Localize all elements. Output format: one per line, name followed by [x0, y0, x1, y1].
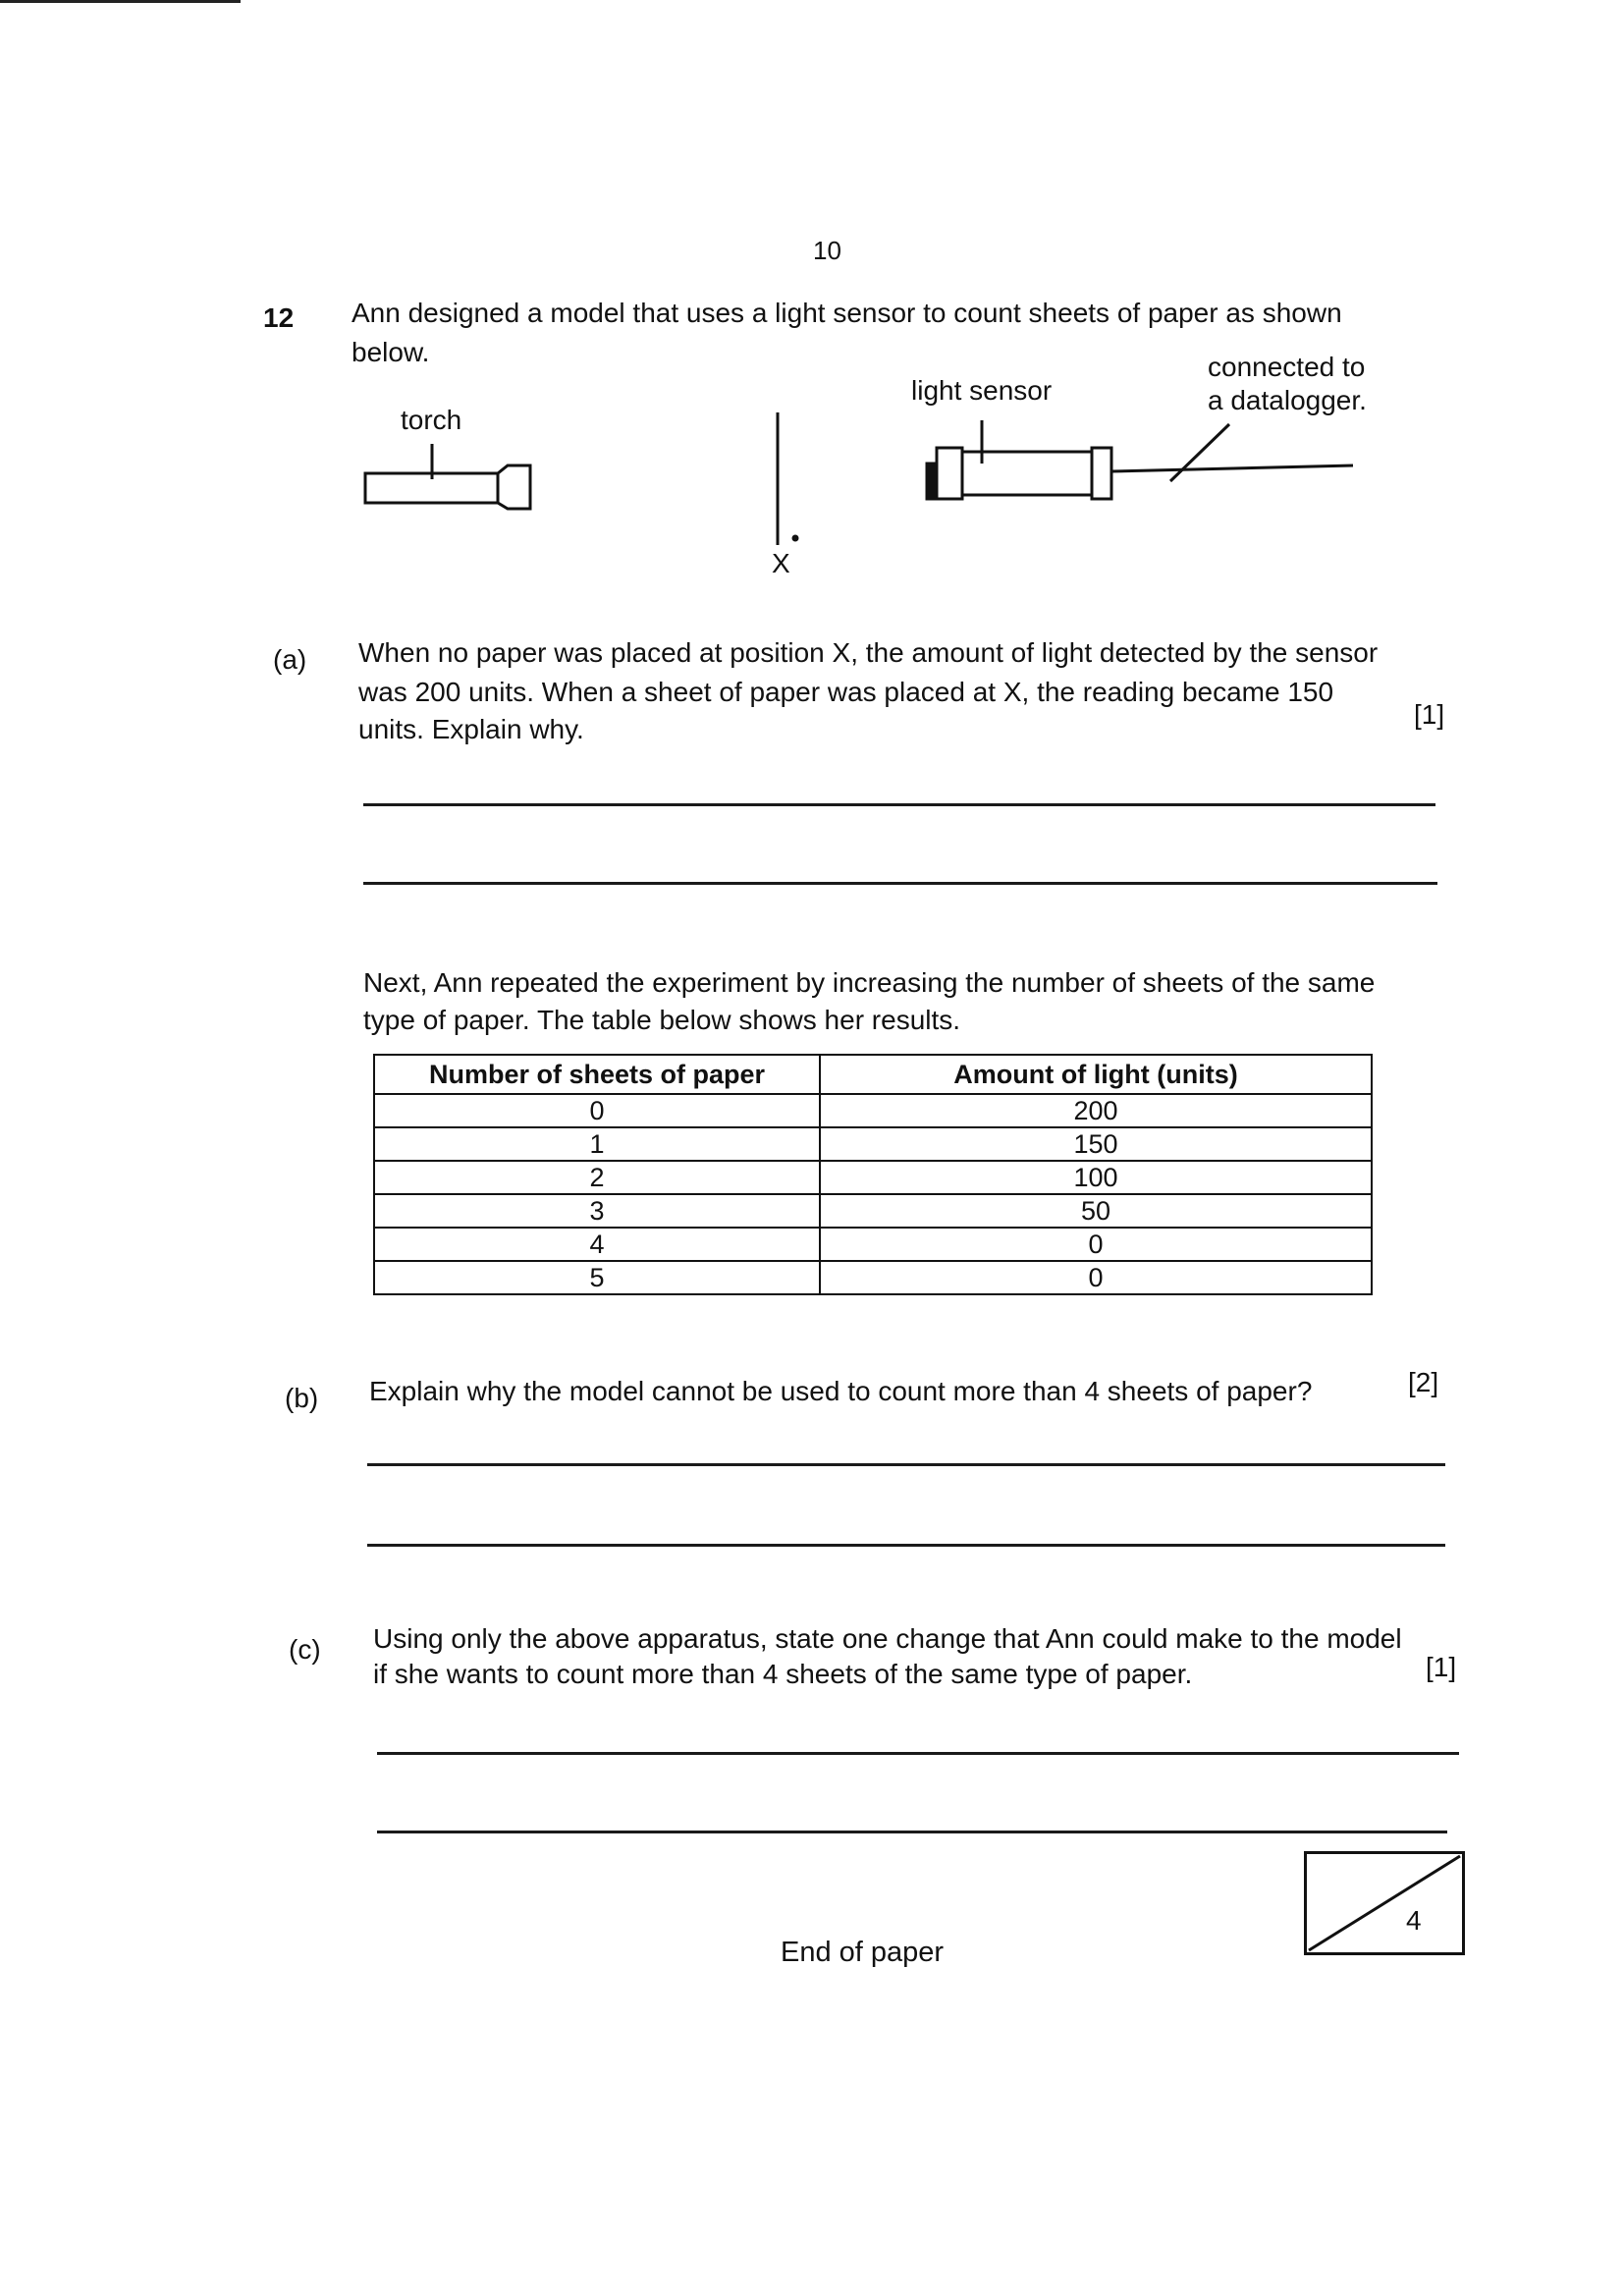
end-of-paper-text: End of paper [781, 1937, 945, 1968]
next-line-2: type of paper. The table below shows her results. [363, 1005, 961, 1035]
part-a-line-3: units. Explain why. [358, 714, 584, 744]
table-row [374, 1194, 1372, 1228]
question-intro-line-2: below. [352, 337, 430, 367]
position-x-label: X [772, 548, 790, 578]
table-row [374, 1161, 1372, 1194]
mark-box [1304, 1851, 1465, 1955]
part-c-line-1: Using only the above apparatus, state one change that Ann could make to the model [373, 1623, 1402, 1654]
table-cell-sheets: 4 [374, 1228, 820, 1261]
table-cell-sheets: 3 [374, 1194, 820, 1228]
part-b-line-1: Explain why the model cannot be used to count more than 4 sheets of paper? [369, 1376, 1313, 1406]
part-b-answer-line-1[interactable] [367, 1463, 1445, 1466]
table-cell-sheets: 0 [374, 1094, 820, 1127]
question-intro-line-1: Ann designed a model that uses a light sensor to count sheets of paper as shown [352, 298, 1342, 328]
mark-box-total: 4 [1406, 1905, 1422, 1936]
page-number: 10 [813, 236, 841, 265]
table-cell-light: 200 [820, 1094, 1372, 1127]
part-a-answer-line-2[interactable] [363, 882, 1437, 885]
table-cell-light: 0 [820, 1261, 1372, 1294]
torch-icon [365, 444, 530, 509]
table-row [374, 1127, 1372, 1161]
mark-box-diagonal [1307, 1854, 1462, 1952]
table-cell-light: 150 [820, 1127, 1372, 1161]
part-c-label: (c) [289, 1634, 321, 1665]
table-header-light: Amount of light (units) [820, 1055, 1372, 1094]
table-header-row [374, 1055, 1372, 1094]
table-cell-light: 0 [820, 1228, 1372, 1261]
table-header-sheets: Number of sheets of paper [374, 1055, 820, 1094]
results-table [373, 1054, 1373, 1295]
next-line-1: Next, Ann repeated the experiment by increasing the number of sheets of the same [363, 967, 1376, 998]
part-c-line-2: if she wants to count more than 4 sheets of the same type of paper. [373, 1659, 1193, 1689]
table-cell-sheets: 1 [374, 1127, 820, 1161]
light-sensor-label: light sensor [911, 375, 1053, 406]
table-cell-sheets: 5 [374, 1261, 820, 1294]
light-sensor-icon [927, 420, 1353, 499]
part-b-label: (b) [285, 1383, 319, 1413]
part-a-answer-line-1[interactable] [363, 803, 1435, 806]
part-c-marks: [1] [1426, 1652, 1457, 1682]
table-cell-light: 100 [820, 1161, 1372, 1194]
table-cell-light: 50 [820, 1194, 1372, 1228]
table-cell-sheets: 2 [374, 1161, 820, 1194]
part-a-line-1: When no paper was placed at position X, the amount of light detected by the sensor [358, 637, 1379, 668]
table-row [374, 1228, 1372, 1261]
question-number: 12 [263, 302, 295, 333]
paper-position-line [778, 412, 797, 545]
part-a-label: (a) [273, 644, 307, 675]
part-c-answer-line-1[interactable] [377, 1752, 1459, 1755]
part-b-answer-line-2[interactable] [367, 1544, 1445, 1547]
part-a-line-2: was 200 units. When a sheet of paper was placed at X, the reading became 150 [358, 677, 1334, 707]
table-row [374, 1094, 1372, 1127]
torch-label: torch [401, 405, 462, 435]
table-row [374, 1261, 1372, 1294]
datalogger-label-line-2: a datalogger. [1208, 385, 1367, 415]
datalogger-label-line-1: connected to [1208, 352, 1366, 382]
part-a-marks: [1] [1414, 699, 1445, 730]
part-b-marks: [2] [1408, 1367, 1439, 1397]
part-c-answer-line-2[interactable] [377, 1831, 1447, 1833]
